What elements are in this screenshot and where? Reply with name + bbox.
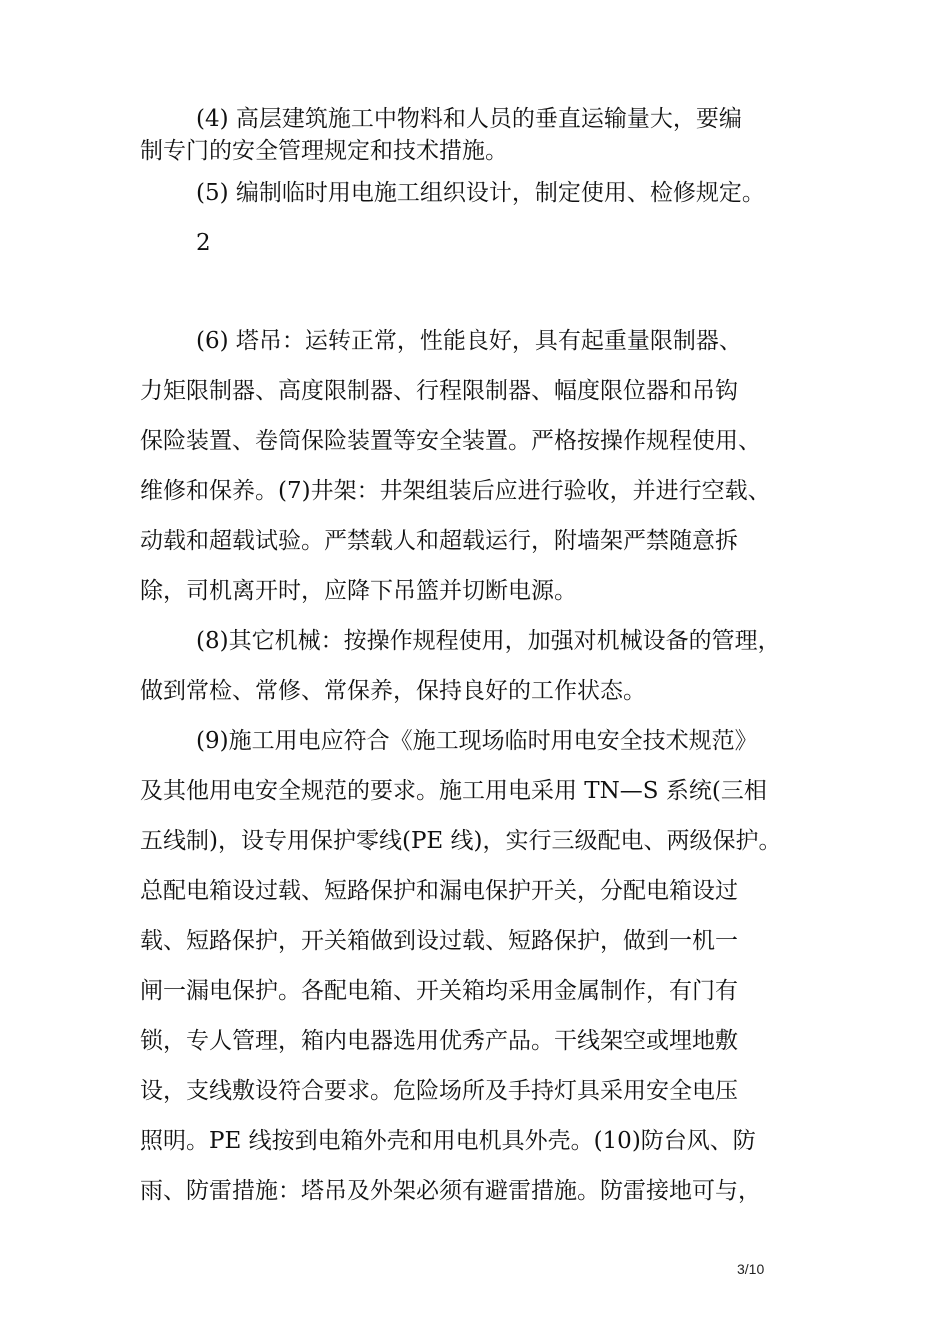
text-line: 保险装置、卷筒保险装置等安全装置。严格按操作规程使用、 [140, 428, 761, 454]
text-line: 五线制)，设专用保护零线(PE 线)，实行三级配电、两级保护。 [140, 828, 782, 854]
page-number: 3/10 [737, 1261, 765, 1277]
text-line: 总配电箱设过载、短路保护和漏电保护开关，分配电箱设过 [140, 878, 738, 904]
text-line: 载、短路保护，开关箱做到设过载、短路保护，做到一机一 [140, 928, 738, 954]
text-line: 照明。PE 线按到电箱外壳和用电机具外壳。(10)防台风、防 [140, 1128, 756, 1154]
text-line: 维修和保养。(7)井架：井架组装后应进行验收，并进行空载、 [140, 478, 771, 504]
text-line: (9)施工用电应符合《施工现场临时用电安全技术规范》 [196, 728, 758, 754]
text-line: 及其他用电安全规范的要求。施工用电采用 TN—S 系统(三相 [140, 778, 767, 804]
text-line: 设，支线敷设符合要求。危险场所及手持灯具采用安全电压 [140, 1078, 738, 1104]
text-line: (6) 塔吊：运转正常，性能良好，具有起重量限制器、 [196, 328, 742, 354]
text-line: 动载和超载试验。严禁载人和超载运行，附墙架严禁随意拆 [140, 528, 738, 554]
text-line: (8)其它机械：按操作规程使用，加强对机械设备的管理， [196, 628, 781, 654]
text-line: 除，司机离开时，应降下吊篮并切断电源。 [140, 578, 577, 604]
text-line: 力矩限制器、高度限制器、行程限制器、幅度限位器和吊钩 [140, 378, 738, 404]
text-line: (4) 高层建筑施工中物料和人员的垂直运输量大，要编 [196, 106, 742, 132]
text-line: 2 [196, 230, 211, 256]
text-line: 雨、防雷措施：塔吊及外架必须有避雷措施。防雷接地可与， [140, 1178, 761, 1204]
text-line: 做到常检、常修、常保养，保持良好的工作状态。 [140, 678, 646, 704]
text-line: 制专门的安全管理规定和技术措施。 [140, 138, 508, 164]
text-line: (5) 编制临时用电施工组织设计，制定使用、检修规定。 [196, 180, 765, 206]
text-line: 闸一漏电保护。各配电箱、开关箱均采用金属制作，有门有 [140, 978, 738, 1004]
text-line: 锁，专人管理，箱内电器选用优秀产品。干线架空或埋地敷 [140, 1028, 738, 1054]
